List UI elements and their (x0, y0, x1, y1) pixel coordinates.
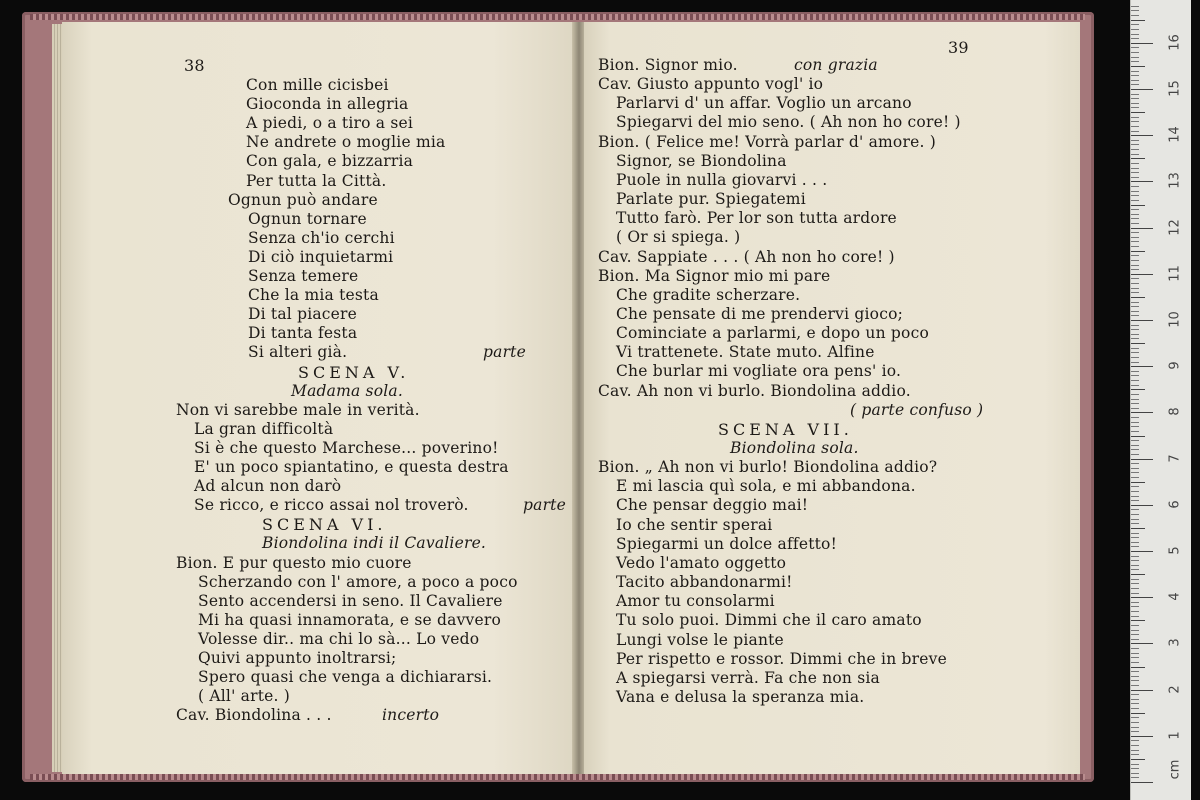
stage-note: parte (483, 343, 526, 362)
ruler-tick (1131, 768, 1139, 769)
text-line: Tacito abbandonarmi! (616, 573, 793, 592)
ruler-label: 15 (1167, 80, 1183, 97)
ruler-tick (1131, 154, 1139, 155)
ruler-tick (1131, 759, 1145, 760)
ruler-tick (1131, 255, 1139, 256)
ruler-tick (1131, 514, 1139, 515)
ruler-tick (1131, 722, 1139, 723)
text-line: Parlate pur. Spiegatemi (616, 190, 806, 209)
ruler-tick (1131, 579, 1139, 580)
ruler-tick (1131, 121, 1139, 122)
ruler-tick (1131, 320, 1153, 321)
ruler-tick (1131, 643, 1153, 644)
ruler-tick (1131, 500, 1139, 501)
scene-heading: SCENA VII. (718, 419, 853, 439)
text-line: Non vi sarebbe male in verità. (176, 400, 420, 419)
stage-note: con grazia (794, 56, 878, 74)
ruler-tick (1131, 731, 1139, 732)
ruler-tick (1131, 542, 1139, 543)
ruler-tick (1131, 209, 1139, 210)
text-line: Cav. Giusto appunto vogl' io (598, 75, 824, 94)
ruler-tick (1131, 431, 1139, 432)
ruler-tick (1131, 112, 1145, 113)
page-number: 38 (184, 56, 205, 75)
ruler-tick (1131, 385, 1139, 386)
ruler-tick (1131, 713, 1145, 714)
ruler-tick (1131, 412, 1153, 413)
ruler-tick (1131, 357, 1139, 358)
ruler-tick (1131, 20, 1145, 21)
ruler-tick (1131, 302, 1139, 303)
text-line: Bion. Ma Signor mio mi pare (598, 266, 831, 285)
ruler-tick (1131, 606, 1139, 607)
ruler-tick (1131, 107, 1139, 108)
ruler-tick (1131, 343, 1145, 344)
ruler-label: 1 (1167, 731, 1183, 740)
text-line: Cominciate a parlarmi, e dopo un poco (616, 324, 929, 343)
text-line: Bion. Signor mio. (598, 56, 738, 74)
ruler-tick (1131, 699, 1139, 700)
text-line: Cav. Biondolina . . . (176, 706, 332, 725)
ruler-unit-label: cm (1167, 759, 1183, 780)
ruler-tick (1131, 103, 1139, 104)
ruler-tick (1131, 620, 1145, 621)
ruler-tick (1131, 639, 1139, 640)
text-line: Mi ha quasi innamorata, e se davvero (198, 610, 502, 629)
ruler-label: 7 (1167, 453, 1183, 463)
ruler-tick (1131, 61, 1139, 62)
ruler-tick (1131, 509, 1139, 510)
text-line: Che burlar mi vogliate ora pens' io. (616, 362, 902, 381)
ruler-tick (1131, 754, 1139, 755)
text-line: Se ricco, e ricco assai nol troverò. (194, 496, 469, 515)
ruler-label: 5 (1167, 546, 1183, 555)
ruler-tick (1131, 611, 1139, 612)
ruler-tick (1131, 537, 1139, 538)
ruler-tick (1131, 593, 1139, 594)
ruler-tick (1131, 782, 1153, 783)
text-line: Parlarvi d' un affar. Voglio un arcano (616, 94, 912, 113)
ruler-tick (1131, 408, 1139, 409)
ruler-tick (1131, 477, 1139, 478)
ruler-tick (1131, 338, 1139, 339)
ruler-tick (1131, 334, 1139, 335)
stage-direction: Biondolina indi il Cavaliere. (262, 534, 487, 553)
ruler-label: 12 (1167, 218, 1183, 236)
ruler-tick (1131, 158, 1145, 159)
ruler-tick (1131, 43, 1153, 44)
ruler-tick (1131, 126, 1139, 127)
stage-note: parte (523, 496, 566, 515)
text-line: Che pensar deggio mai! (616, 496, 809, 515)
text-line: Si alteri già. (248, 343, 348, 362)
ruler-tick (1131, 168, 1139, 169)
ruler-tick (1131, 135, 1153, 136)
text-line: Tu solo puoi. Dimmi che il caro amato (616, 611, 922, 630)
text-line: Con mille cicisbei (246, 76, 389, 94)
ruler-tick (1131, 94, 1139, 95)
ruler-tick (1131, 565, 1139, 566)
text-line: Senza ch'io cerchi (248, 228, 395, 247)
ruler-tick (1131, 750, 1139, 751)
ruler-tick (1131, 89, 1153, 90)
ruler-tick (1131, 740, 1139, 741)
ruler-label: 3 (1167, 638, 1183, 648)
ruler-tick (1131, 602, 1139, 603)
ruler-label: 16 (1167, 34, 1183, 51)
ruler-tick (1131, 625, 1139, 626)
ruler-tick (1131, 634, 1139, 635)
ruler-tick (1131, 528, 1145, 529)
text-line: Che la mia testa (248, 286, 379, 305)
ruler-label: 11 (1167, 265, 1183, 282)
ruler-tick (1131, 288, 1139, 289)
text-line: A spiegarsi verrà. Fa che non sia (616, 668, 880, 687)
ruler-tick (1131, 66, 1145, 67)
ruler-tick (1131, 131, 1139, 132)
ruler-tick (1131, 352, 1139, 353)
ruler-tick (1131, 38, 1139, 39)
ruler-tick (1131, 144, 1139, 145)
ruler-tick (1131, 195, 1139, 196)
ruler-tick (1131, 616, 1139, 617)
ruler-tick (1131, 583, 1139, 584)
ruler-tick (1131, 29, 1139, 30)
ruler-tick (1131, 292, 1139, 293)
text-line: Vi trattenete. State muto. Alfine (616, 343, 875, 362)
ruler-tick (1131, 445, 1139, 446)
ruler-tick (1131, 394, 1139, 395)
ruler-tick (1131, 366, 1153, 367)
ruler-tick (1131, 496, 1139, 497)
ruler-tick (1131, 348, 1139, 349)
ruler-tick (1131, 246, 1139, 247)
text-line: Cav. Sappiate . . . ( Ah non ho core! ) (598, 247, 895, 266)
ruler-tick (1131, 472, 1139, 473)
ruler-tick (1131, 177, 1139, 178)
ruler-tick (1131, 454, 1139, 455)
ruler-tick (1131, 648, 1139, 649)
ruler-tick (1131, 214, 1139, 215)
ruler-tick (1131, 588, 1139, 589)
ruler-tick (1131, 630, 1139, 631)
ruler-tick (1131, 597, 1153, 598)
ruler-tick (1131, 140, 1139, 141)
ruler-tick (1131, 736, 1153, 737)
ruler-tick (1131, 306, 1139, 307)
text-line: Vana e delusa la speranza mia. (616, 687, 865, 706)
ruler-tick (1131, 274, 1153, 275)
text-line: Puole in nulla giovarvi . . . (616, 170, 828, 189)
text-line: E' un poco spiantatino, e questa destra (194, 458, 509, 476)
ruler-tick (1131, 163, 1139, 164)
ruler-tick (1131, 482, 1145, 483)
ruler-label: 2 (1167, 684, 1183, 694)
text-line: Scherzando con l' amore, a poco a poco (198, 572, 518, 591)
text-line: Ad alcun non darò (194, 477, 342, 496)
ruler-tick (1131, 34, 1139, 35)
ruler-tick (1131, 574, 1145, 575)
ruler-tick (1131, 399, 1139, 400)
text-line: Spiegarvi del mio seno. ( Ah non ho core! ) (616, 113, 961, 132)
ruler-tick (1131, 417, 1139, 418)
stage-direction: ( parte confuso ) (850, 400, 984, 419)
ruler-tick (1131, 237, 1139, 238)
ruler-tick (1131, 71, 1139, 72)
ruler-tick (1131, 403, 1139, 404)
ruler-tick (1131, 24, 1139, 25)
ruler-tick (1131, 459, 1153, 460)
text-line: ( All' arte. ) (198, 687, 291, 706)
ruler-tick (1131, 533, 1139, 534)
ruler-tick (1131, 52, 1139, 53)
ruler-tick (1131, 436, 1145, 437)
ruler-tick (1131, 671, 1139, 672)
ruler-tick (1131, 57, 1139, 58)
text-line: La gran difficoltà (194, 419, 334, 438)
scene-heading: SCENA V. (298, 362, 410, 382)
ruler-tick (1131, 228, 1153, 229)
text-line: Bion. „ Ah non vi burlo! Biondolina addio? (598, 458, 938, 477)
text-line: Di ciò inquietarmi (248, 247, 394, 266)
ruler-tick (1131, 486, 1139, 487)
ruler-tick (1131, 468, 1139, 469)
ruler-tick (1131, 440, 1139, 441)
text-line: Sento accendersi in seno. Il Cavaliere (198, 591, 503, 610)
scene-heading: SCENA VI. (262, 515, 387, 535)
ruler-tick (1131, 657, 1139, 658)
ruler-tick (1131, 362, 1139, 363)
text-line: Tutto farò. Per lor son tutta ardore (616, 209, 897, 228)
text-line: Signor, se Biondolina (616, 151, 787, 170)
text-line: E mi lascia quì sola, e mi abbandona. (616, 477, 916, 496)
ruler-tick (1131, 560, 1139, 561)
ruler-tick (1131, 523, 1139, 524)
ruler-tick (1131, 251, 1145, 252)
ruler-tick (1131, 662, 1139, 663)
ruler-tick (1131, 10, 1139, 11)
ruler-tick (1131, 265, 1139, 266)
measuring-ruler (1130, 0, 1191, 800)
ruler-tick (1131, 569, 1139, 570)
ruler-tick (1131, 325, 1139, 326)
stage-direction: Biondolina sola. (730, 439, 859, 457)
ruler-tick (1131, 205, 1145, 206)
ruler-tick (1131, 278, 1139, 279)
text-line: ( Or si spiega. ) (616, 228, 741, 247)
ruler-tick (1131, 380, 1139, 381)
ruler-tick (1131, 329, 1139, 330)
ruler-tick (1131, 149, 1139, 150)
ruler-label: 6 (1167, 500, 1183, 509)
ruler-tick (1131, 764, 1139, 765)
text-line: Io che sentir sperai (616, 515, 773, 534)
ruler-label: 9 (1167, 361, 1183, 370)
right-page (584, 22, 1080, 774)
ruler-tick (1131, 491, 1139, 492)
ruler-tick (1131, 703, 1139, 704)
text-line: Che pensate di me prendervi gioco; (616, 304, 904, 323)
ruler-tick (1131, 463, 1139, 464)
ruler-tick (1131, 117, 1139, 118)
ruler-tick (1131, 653, 1139, 654)
ruler-tick (1131, 47, 1139, 48)
ruler-tick (1131, 426, 1139, 427)
ruler-tick (1131, 297, 1145, 298)
ruler-tick (1131, 680, 1139, 681)
text-line: Di tal piacere (248, 305, 358, 324)
ruler-tick (1131, 283, 1139, 284)
ruler-tick (1131, 191, 1139, 192)
cover-edge-bottom (30, 774, 1085, 780)
stage-direction: Madama sola. (291, 381, 403, 400)
ruler-tick (1131, 449, 1139, 450)
ruler-tick (1131, 315, 1139, 316)
ruler-tick (1131, 422, 1139, 423)
ruler-tick (1131, 690, 1153, 691)
ruler-tick (1131, 685, 1139, 686)
ruler-tick (1131, 186, 1139, 187)
ruler-tick (1131, 6, 1139, 7)
text-line: A piedi, o a tiro a sei (246, 114, 414, 133)
ruler-tick (1131, 371, 1139, 372)
text-line: Amor tu consolarmi (616, 592, 775, 611)
text-line: Quivi appunto inoltrarsi; (198, 649, 397, 667)
ruler-tick (1131, 80, 1139, 81)
page-number: 39 (948, 38, 969, 57)
cover-edge-top (30, 14, 1085, 20)
text-line: Con gala, e bizzarria (246, 152, 414, 171)
ruler-tick (1131, 260, 1139, 261)
text-line: Lungi volse le piante (616, 630, 784, 649)
ruler-tick (1131, 505, 1153, 506)
text-line: Ognun può andare (228, 190, 378, 209)
text-line: Spero quasi che venga a dichiararsi. (198, 668, 493, 687)
text-line: Cav. Ah non vi burlo. Biondolina addio. (598, 381, 911, 400)
ruler-tick (1131, 546, 1139, 547)
ruler-tick (1131, 708, 1139, 709)
text-line: Vedo l'amato oggetto (616, 553, 787, 572)
ruler-tick (1131, 773, 1139, 774)
text-line: Spiegarmi un dolce affetto! (616, 534, 838, 553)
text-line: Ognun tornare (248, 209, 367, 228)
ruler-label: 10 (1167, 311, 1183, 328)
ruler-label: 8 (1167, 407, 1183, 417)
ruler-tick (1131, 181, 1153, 182)
ruler-tick (1131, 84, 1139, 85)
text-line: Bion. E pur questo mio cuore (176, 553, 412, 572)
text-line: Bion. ( Felice me! Vorrà parlar d' amore. ) (598, 132, 936, 151)
left-page (62, 22, 578, 774)
ruler-tick (1131, 717, 1139, 718)
ruler-tick (1131, 667, 1145, 668)
stage-note: incerto (382, 706, 440, 725)
ruler-tick (1131, 311, 1139, 312)
text-line: Che gradite scherzare. (616, 285, 801, 304)
ruler-label: 4 (1167, 592, 1183, 601)
ruler-tick (1131, 172, 1139, 173)
ruler-tick (1131, 232, 1139, 233)
ruler-tick (1131, 777, 1139, 778)
ruler-tick (1131, 676, 1139, 677)
ruler-tick (1131, 200, 1139, 201)
text-line: Senza temere (248, 267, 359, 285)
text-line: Di tanta festa (248, 324, 358, 343)
ruler-tick (1131, 556, 1139, 557)
ruler-label: 13 (1167, 172, 1183, 190)
ruler-tick (1131, 694, 1139, 695)
ruler-tick (1131, 727, 1139, 728)
ruler-tick (1131, 241, 1139, 242)
text-line: Per tutta la Città. (246, 171, 387, 190)
ruler-tick (1131, 375, 1139, 376)
ruler-label: 14 (1167, 126, 1183, 143)
ruler-tick (1131, 98, 1139, 99)
ruler-tick (1131, 269, 1139, 270)
text-line: Si è che questo Marchese... poverino! (194, 438, 499, 457)
text-line: Gioconda in allegria (246, 95, 409, 114)
ruler-tick (1131, 519, 1139, 520)
text-line: Volesse dir.. ma chi lo sà... Lo vedo (198, 629, 480, 648)
ruler-tick (1131, 15, 1139, 16)
ruler-tick (1131, 218, 1139, 219)
text-line: Ne andrete o moglie mia (246, 133, 446, 152)
ruler-tick (1131, 389, 1145, 390)
text-line: Per rispetto e rossor. Dimmi che in breve (616, 649, 947, 668)
ruler-tick (1131, 223, 1139, 224)
ruler-tick (1131, 551, 1153, 552)
ruler-tick (1131, 745, 1139, 746)
ruler-tick (1131, 75, 1139, 76)
